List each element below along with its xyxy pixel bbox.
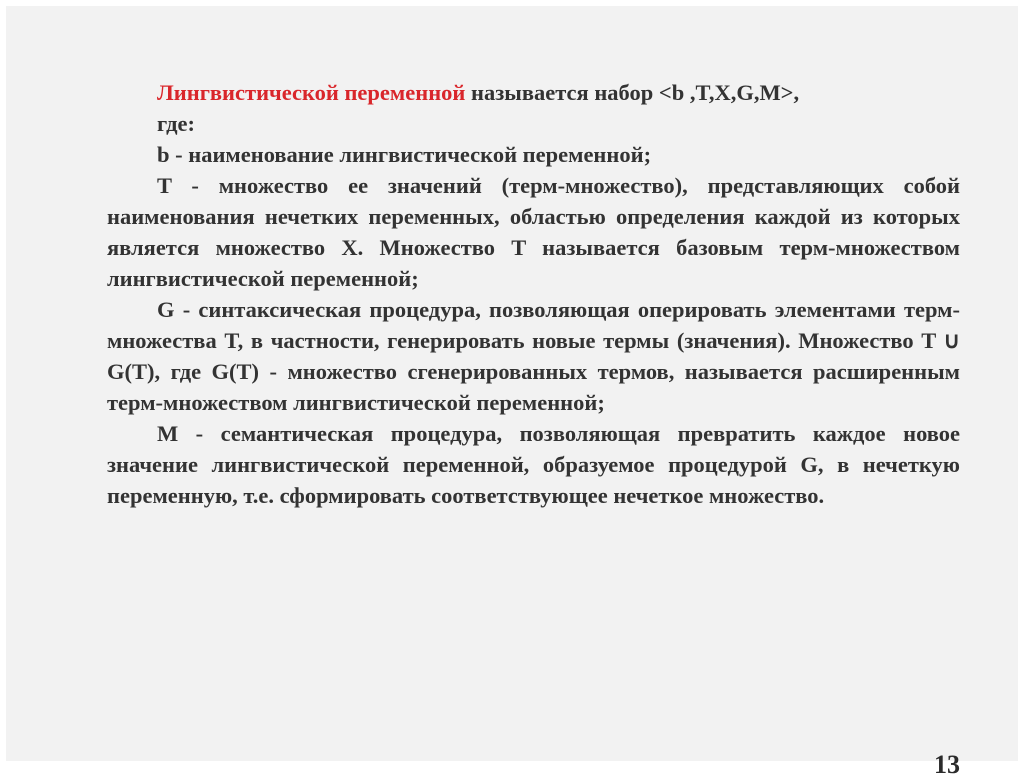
t-definition-paragraph: T - множество ее значений (терм-множество), представляющих собой наименования нечетких переменных, областью определения каждой из которых является множество X. Множество T называется базовым терм-множеством лингвистической переменной;: [107, 173, 960, 291]
definition-paragraph: [107, 77, 960, 108]
page-number: 13: [934, 750, 960, 779]
m-definition-paragraph: M - семантическая процедура, позволяющая превратить каждое новое значение лингвистической переменной, образуемое процедурой G, в нечеткую переменную, т.е. сформировать соответствующее нечеткое множество.: [107, 421, 960, 508]
b-definition-paragraph: b - наименование лингвистической переменной;: [157, 142, 652, 167]
highlighted-term: Лингвистической переменной: [157, 80, 466, 105]
definition-rest: называется набор <b ,T,X,G,M>,: [465, 80, 800, 105]
slide-content: [107, 77, 960, 511]
g-definition-paragraph: G - синтаксическая процедура, позволяющая оперировать элементами терм-множества T, в частности, генерировать новые термы (значения). Множество T ∪ G(T), где G(T) - множество сгенерированных термов, называется расширенным терм-множеством лингвистической переменной;: [107, 297, 960, 415]
slide: [6, 6, 1018, 779]
where-label: где:: [157, 111, 195, 136]
